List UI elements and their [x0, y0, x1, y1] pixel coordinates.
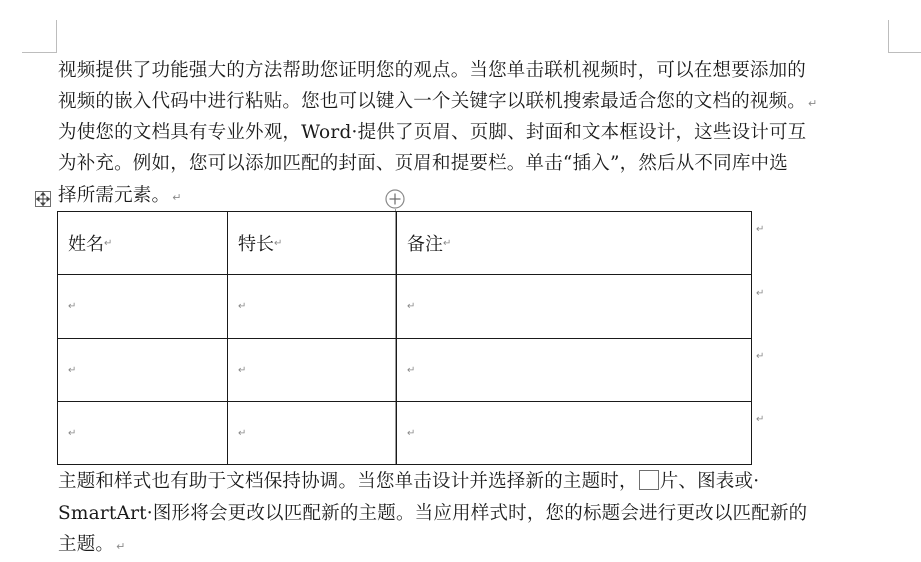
- cell-mark: ↵: [104, 237, 113, 249]
- row-end-mark: ↵: [756, 288, 765, 299]
- cell-mark: ↵: [238, 301, 247, 312]
- cell-mark: ↵: [274, 237, 283, 249]
- header-label-skill: 特长: [238, 234, 274, 255]
- table-cell[interactable]: [397, 402, 751, 464]
- row-end-mark: ↵: [756, 351, 765, 362]
- cell-mark: ↵: [68, 301, 77, 312]
- header-label-notes: 备注: [407, 234, 443, 255]
- paragraph-line[interactable]: [58, 148, 788, 179]
- paragraph-line[interactable]: [58, 55, 806, 86]
- paragraph-line[interactable]: [58, 86, 817, 117]
- table-cell[interactable]: [228, 275, 396, 338]
- paragraph-line[interactable]: [58, 498, 807, 529]
- line-text: 为使您的文档具有专业外观，Word·提供了页眉、页脚、封面和文本框设计，这些设计可互: [58, 122, 807, 143]
- cell-mark: ↵: [238, 427, 247, 439]
- line-text: SmartArt·图形将会更改以匹配新的主题。当应用样式时，您的标题会进行更改以匹配新的: [58, 503, 808, 524]
- paragraph-mark: ↵: [116, 540, 126, 553]
- table-header-cell[interactable]: [228, 212, 396, 274]
- paragraph-mark: ↵: [172, 191, 182, 204]
- line-text: 主题。: [58, 534, 115, 555]
- paragraph-line[interactable]: [58, 117, 806, 148]
- line-text: 主题和样式也有助于文档保持协调。当您单击设计并选择新的主题时，: [58, 471, 638, 492]
- line-text: 片、图表或·: [659, 471, 760, 492]
- table-cell[interactable]: [228, 402, 396, 464]
- crop-mark-top-left-h: [22, 52, 57, 53]
- table-cell[interactable]: [58, 339, 227, 401]
- cell-mark: ↵: [68, 427, 77, 439]
- table-cell[interactable]: [58, 402, 227, 464]
- table-header-cell[interactable]: [397, 212, 751, 274]
- plus-circle-icon[interactable]: [385, 189, 405, 209]
- row-end-mark: ↵: [756, 414, 765, 425]
- paragraph-line[interactable]: [58, 466, 759, 497]
- paragraph-line[interactable]: [58, 529, 126, 560]
- row-end-mark: ↵: [756, 224, 765, 235]
- table-cell[interactable]: [397, 339, 751, 401]
- crop-mark-top-left-v: [56, 20, 57, 53]
- crop-mark-top-right-v: [888, 20, 889, 53]
- move-arrows-icon[interactable]: [35, 191, 51, 207]
- table-cell[interactable]: [228, 339, 396, 401]
- table-header-cell[interactable]: [58, 212, 227, 274]
- line-text: 为补充。例如，您可以添加匹配的封面、页眉和提要栏。单击“插入”，然后从不同库中选: [58, 153, 788, 174]
- cell-mark: ↵: [443, 237, 452, 249]
- paragraph-mark: ↵: [808, 97, 818, 110]
- cell-mark: ↵: [238, 364, 247, 376]
- paragraph-line[interactable]: [58, 180, 182, 211]
- inline-object-placeholder[interactable]: [639, 470, 659, 490]
- line-text: 视频提供了功能强大的方法帮助您证明您的观点。当您单击联机视频时，可以在想要添加的: [58, 60, 807, 81]
- cell-mark: ↵: [407, 301, 416, 312]
- data-table: [57, 211, 752, 465]
- cell-mark: ↵: [407, 364, 416, 376]
- header-label-name: 姓名: [68, 234, 104, 255]
- crop-mark-top-right-h: [888, 52, 921, 53]
- cell-mark: ↵: [407, 427, 416, 439]
- cell-mark: ↵: [68, 364, 77, 376]
- line-text: 择所需元素。: [58, 185, 171, 206]
- table-cell[interactable]: [58, 275, 227, 338]
- line-text: 视频的嵌入代码中进行粘贴。您也可以键入一个关键字以联机搜索最适合您的文档的视频。: [58, 91, 807, 112]
- table-cell[interactable]: [397, 275, 751, 338]
